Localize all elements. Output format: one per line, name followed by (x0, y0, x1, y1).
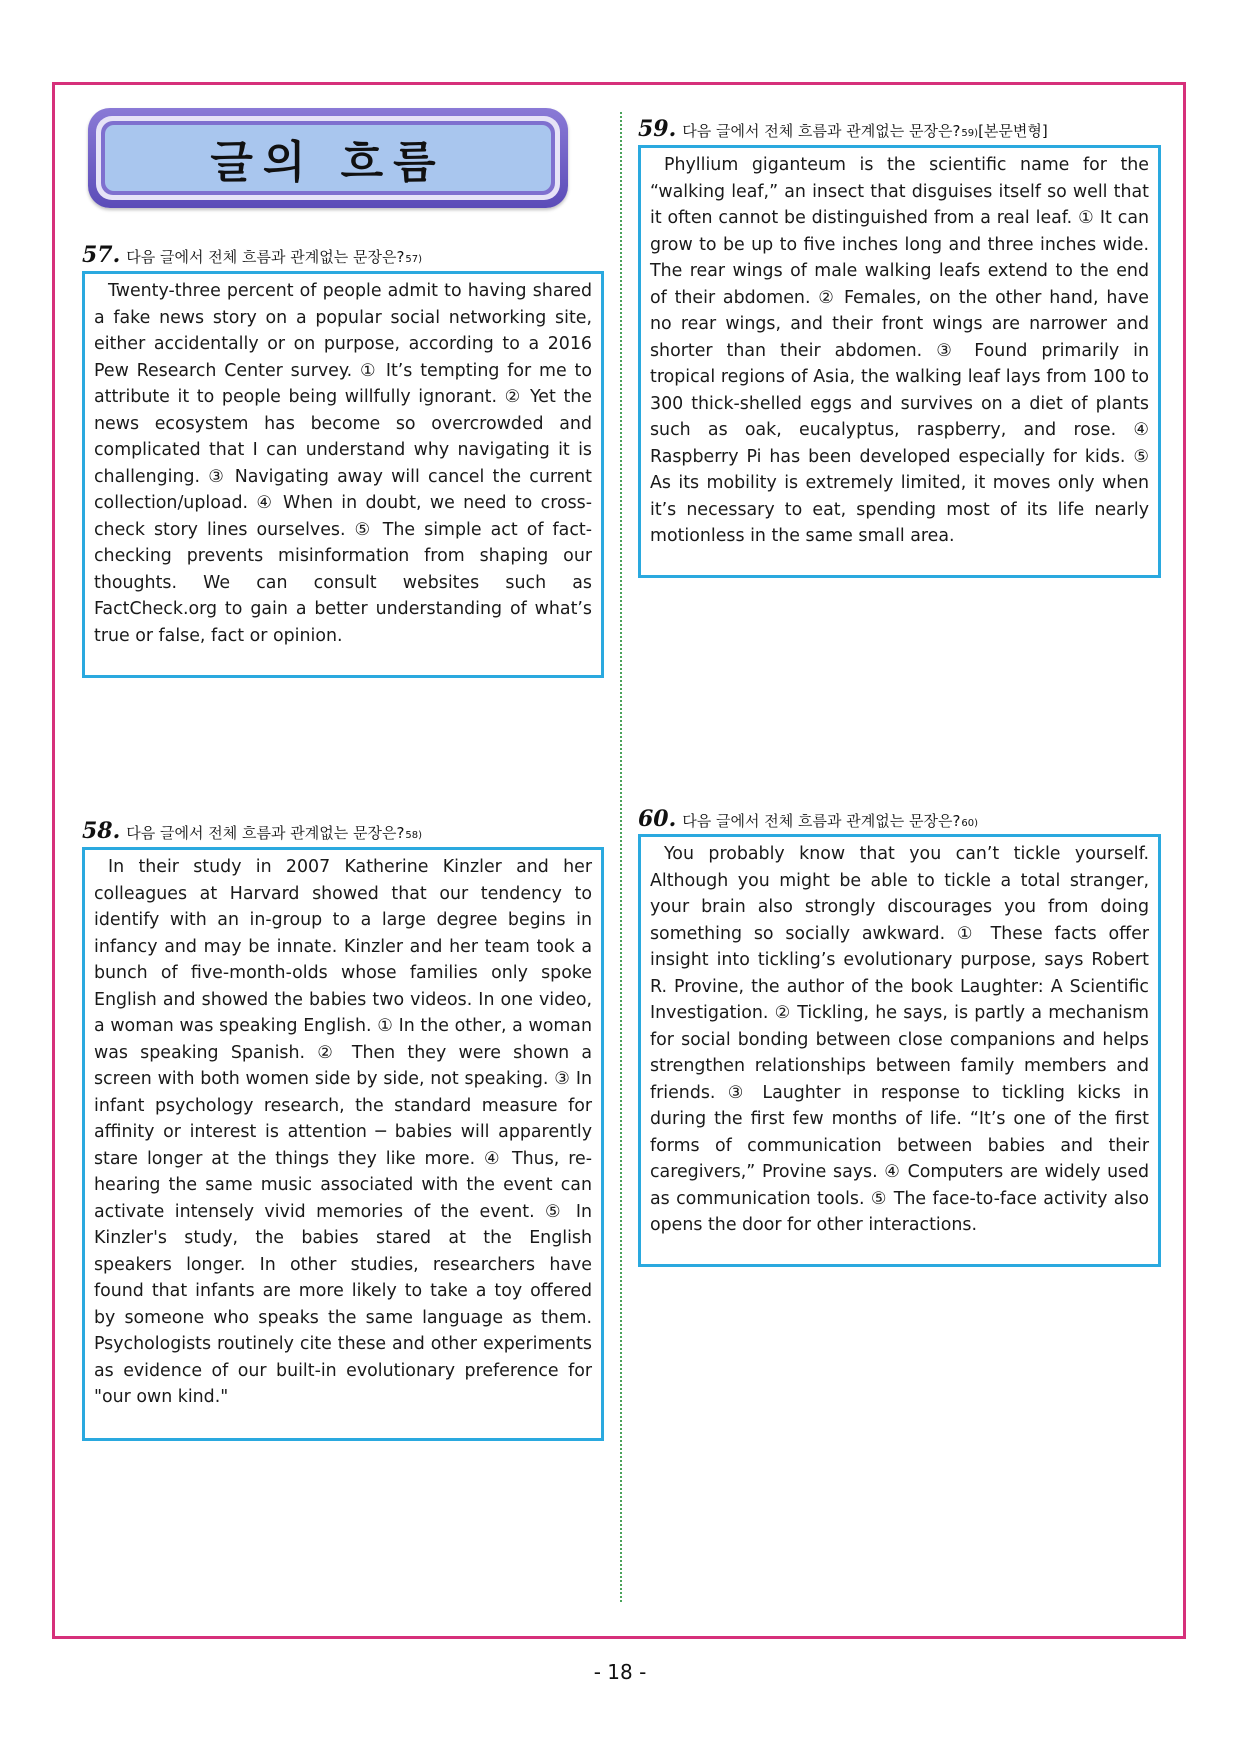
column-divider (620, 112, 622, 1602)
question-57-passage: Twenty-three percent of people admit to having shared a fake news story on a popular social networking site, either accidentally or on purpose, according to a 2016 Pew Research Center survey. ① It’s tempting for me to attribute it to people being willfully ignorant. ② Yet the news ecosystem has become so overcrowded and complicated that I can understand why navigating it is challenging. ③ Navigating away will cancel the current collection/upload. ④ When in doubt, we need to cross-check story lines ourselves. ⑤ The simple act of fact-checking prevents misinformation from shaping our thoughts. We can consult websites such as FactCheck.org to gain a better understanding of what’s true or false, fact or opinion. (82, 271, 604, 678)
question-tag: [본문변형] (978, 122, 1048, 140)
question-60-passage: You probably know that you can’t tickle yourself. Although you might be able to tickle a total stranger, your brain also strongly discourages you from doing something so socially awkward. ① These facts offer insight into tickling’s evolutionary purpose, says Robert R. Provine, the author of the book Laughter: A Scientific Investigation. ② Tickling, he says, is partly a mechanism for social bonding between close companions and helps strengthen relationships between family members and friends. ③ Laughter in response to tickling kicks in during the first few months of life. “It’s one of the first forms of communication between babies and their caregivers,” Provine says. ④ Computers are widely used as communication tools. ⑤ The face-to-face activity also opens the door for other interactions. (638, 834, 1161, 1267)
question-prompt: 다음 글에서 전체 흐름과 관계없는 문장은? (126, 824, 405, 842)
footnote-ref: 58) (405, 830, 423, 841)
question-number: 58. (82, 818, 121, 844)
footnote-ref: 59) (961, 128, 979, 139)
footnote-ref: 57) (405, 254, 423, 265)
question-prompt: 다음 글에서 전체 흐름과 관계없는 문장은? (682, 122, 961, 140)
question-59-passage: Phyllium giganteum is the scientific name for the “walking leaf,” an insect that disguises itself so well that it often cannot be distinguished from a real leaf. ① It can grow to be up to five inches long and three inches wide. The rear wings of male walking leafs extend to the end of their abdomen. ② Females, on the other hand, have no rear wings, and their front wings are narrower and shorter than their abdomen. ③ Found primarily in tropical regions of Asia, the walking leaf lays from 100 to 300 thick-shelled eggs and survives on a diet of plants such as oak, eucalyptus, raspberry, and rose. ④ Raspberry Pi has been developed especially for kids. ⑤ As its mobility is extremely limited, it moves only when it’s necessary to eat, spending most of its life nearly motionless in the same small area. (638, 145, 1161, 578)
question-58-header (82, 818, 422, 844)
question-number: 59. (638, 116, 677, 142)
question-number: 57. (82, 242, 121, 268)
question-number: 60. (638, 806, 677, 832)
question-60-header (638, 806, 978, 832)
question-prompt: 다음 글에서 전체 흐름과 관계없는 문장은? (126, 248, 405, 266)
question-57-header (82, 242, 422, 268)
question-58-passage: In their study in 2007 Katherine Kinzler and her colleagues at Harvard showed that our tendency to identify with an in-group to a large degree begins in infancy and may be innate. Kinzler and her team took a bunch of five-month-olds whose families only spoke English and showed the babies two videos. In one video, a woman was speaking English. ① In the other, a woman was speaking Spanish. ② Then they were shown a screen with both women side by side, not speaking. ③ In infant psychology research, the standard measure for affinity or interest is attention ─ babies will apparently stare longer at the things they like more. ④ Thus, re-hearing the same music associated with the event can activate intensely vivid memories of the event. ⑤ In Kinzler's study, the babies stared at the English speakers longer. In other studies, researchers have found that infants are more likely to take a toy offered by someone who speaks the same language as them. Psychologists routinely cite these and other experiments as evidence of our built-in evolutionary preference for "our own kind." (82, 847, 604, 1441)
section-title: 글의 흐름 (210, 137, 446, 188)
question-59-header (638, 116, 1048, 142)
section-title-banner (88, 108, 568, 208)
question-prompt: 다음 글에서 전체 흐름과 관계없는 문장은? (682, 812, 961, 830)
footnote-ref: 60) (961, 818, 979, 829)
page-number: - 18 - (593, 1660, 647, 1684)
